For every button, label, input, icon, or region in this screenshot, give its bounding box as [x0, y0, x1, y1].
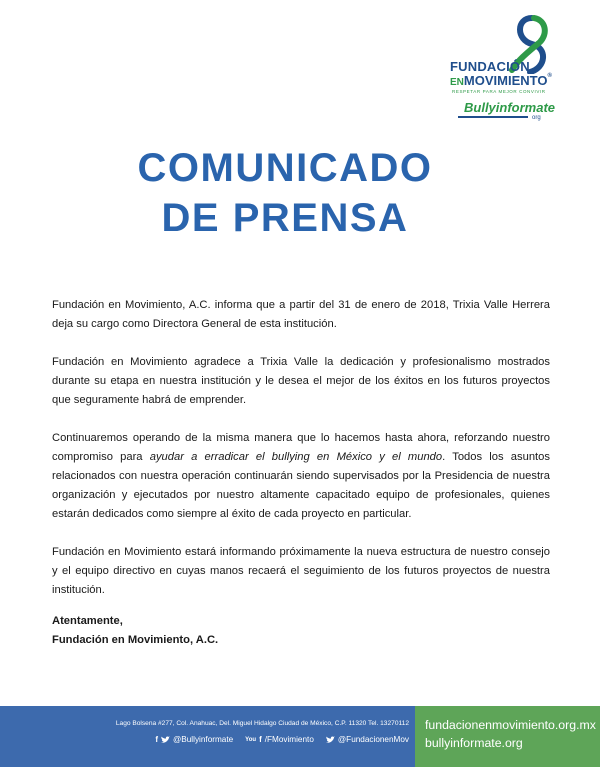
footer-social-links	[155, 735, 409, 744]
paragraph-3	[52, 429, 550, 524]
website-link-bullyinformate[interactable]: bullyinformate.org	[425, 736, 523, 750]
closing-text: Atentamente,	[52, 615, 123, 627]
paragraph-4: Fundación en Movimiento estará informando próximamente la nueva estructura de nuestro consejo y el equipo directivo en cuyas manos recaerá el seguimiento de los futuros proyectos de nuestra institución.	[52, 546, 550, 596]
bullyinformate-logo	[454, 98, 556, 124]
website-link-fundacion[interactable]: fundacionenmovimiento.org.mx	[425, 718, 596, 732]
footer	[0, 706, 600, 767]
bully-logo-text: Bullyinformate	[464, 100, 556, 115]
paragraph-3-end: . Todos los asuntos relacionados con nuestra operación continuarán siendo supervisados por la Presidencia de nuestra organización y ejecutados por nuestro altamente capacitado equipo de profesionales, quienes estarán dedicados como siempre al éxito de cada proyecto en particular.	[52, 451, 550, 520]
social-fmovimiento-link[interactable]: /FMovimiento	[264, 735, 314, 744]
paragraph-3-emphasis: ayudar a erradicar el bullying en México y el mundo	[149, 451, 443, 463]
registered-mark: ®	[547, 73, 552, 79]
logo-name-main: MOVIMIENTO	[463, 73, 548, 88]
page-title-line1: COMUNICADO	[137, 146, 433, 190]
twitter-icon	[161, 736, 170, 744]
paragraph-3-start: Continuaremos operando de la misma manera que lo hacemos hasta ahora, reforzando nuestro compromiso para	[52, 432, 550, 463]
bully-logo-underline	[458, 116, 528, 118]
paragraph-2: Fundación en Movimiento agradece a Trixia Valle la dedicación y profesionalismo mostrados durante su etapa en nuestra institución y le desea el mejor de los éxitos en los futuros proyectos que seguramente habrá de emprender.	[52, 356, 550, 406]
social-bullyinformate-link[interactable]: @Bullyinformate	[172, 735, 234, 744]
signature-org: Fundación en Movimiento, A.C.	[52, 634, 219, 646]
footer-contact-panel	[0, 706, 415, 767]
facebook-icon-2: f	[259, 735, 262, 744]
logo-tagline: RESPETAR PARA MEJOR CONVIVIR	[452, 89, 546, 94]
bully-logo-suffix: org	[532, 115, 541, 121]
youtube-icon: You	[245, 736, 257, 743]
page-title-line2: DE PRENSA	[161, 196, 409, 240]
footer-address: Lago Bolsena #277, Col. Anahuac, Del. Miguel Hidalgo Ciudad de México, C.P. 11320 Tel. 13270112	[115, 720, 409, 727]
logo-name-line2	[450, 73, 552, 88]
paragraph-1: Fundación en Movimiento, A.C. informa que a partir del 31 de enero de 2018, Trixia Valle Herrera deja su cargo como Directora General de esta institución.	[52, 299, 550, 330]
foundation-logo	[446, 14, 556, 126]
press-release-body	[52, 296, 550, 619]
logo-name-line1: FUNDACIÓN	[450, 59, 530, 74]
footer-web-panel	[415, 706, 600, 767]
logo-name-prefix: EN	[450, 77, 464, 88]
signature-block	[52, 612, 218, 650]
twitter-icon-2	[326, 736, 335, 744]
facebook-icon: f	[155, 735, 158, 744]
social-fundacionenmov-link[interactable]: @FundacionenMov	[337, 735, 409, 744]
